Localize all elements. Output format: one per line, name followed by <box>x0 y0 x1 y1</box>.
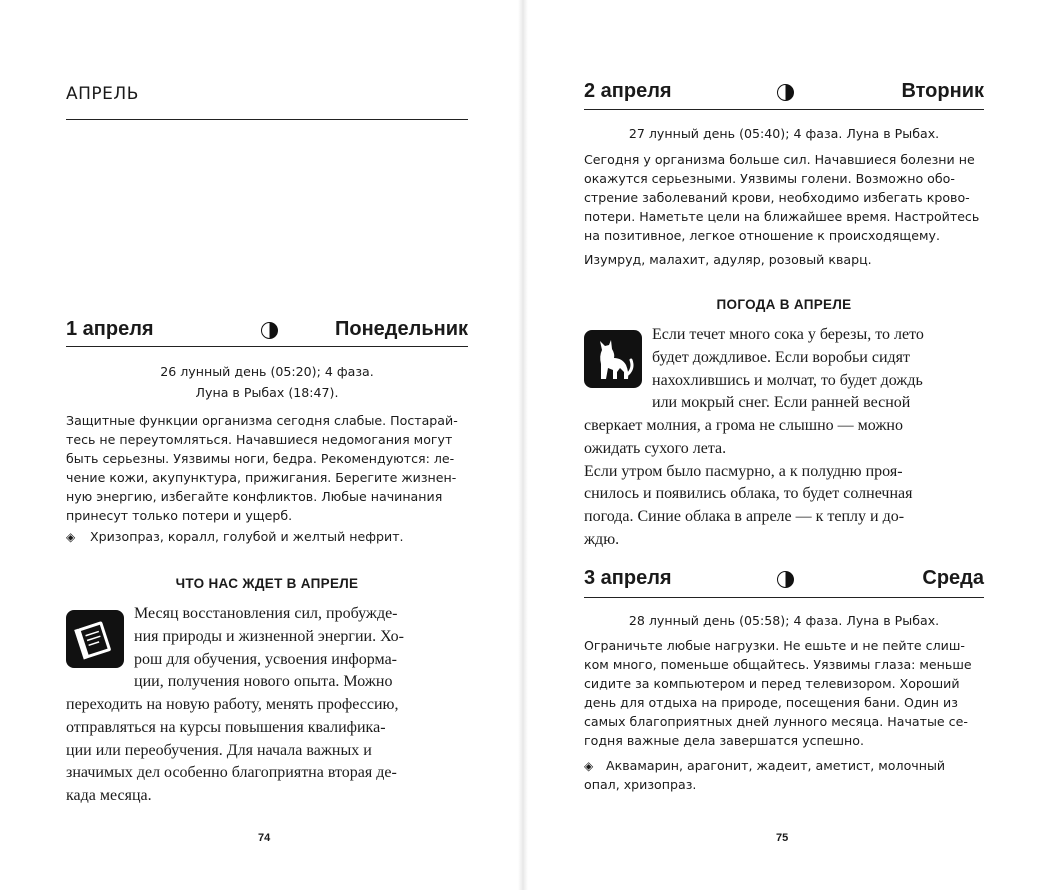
section-text-indented <box>134 603 472 694</box>
text-line: на позитивное, легкое отношение к происходящему. <box>584 228 940 243</box>
text-line: ожидать сухого лета. <box>584 439 727 457</box>
text-line: годня важные дела завершатся успешно. <box>584 733 864 748</box>
day-rule <box>584 109 984 110</box>
right-page <box>522 0 1044 890</box>
text-line: день для отдыха на природе, посещения бани. Один из <box>584 695 958 710</box>
text-line: Если утром было пасмурно, а к полудню проя- <box>584 462 903 480</box>
text-line: нахохлившись и молчат, то будет дождь <box>652 371 923 389</box>
text-line: Ограничьте любые нагрузки. Не ешьте и не пейте слиш- <box>584 638 965 653</box>
text-line: погода. Синие облака в апреле — к теплу и до- <box>584 508 905 526</box>
lunar-info: 27 лунный день (05:40); 4 фаза. Луна в Рыбах. <box>628 126 940 141</box>
gem-bullet-icon: ◈ <box>584 759 594 773</box>
header-rule <box>66 119 468 120</box>
day-weekday: Понедельник <box>335 318 468 340</box>
day-description <box>66 411 470 525</box>
day-header-april-2 <box>584 80 984 108</box>
page-number: 75 <box>776 832 789 844</box>
day-header-april-3 <box>584 567 984 595</box>
text-line: сидите за компьютером и перед телевизором. Хороший <box>584 676 960 691</box>
text-line: отправляться на курсы повышения квалифика- <box>66 718 386 736</box>
text-line: будет дождливое. Если воробьи сидят <box>652 348 911 366</box>
text-line: значимых дел особенно благоприятна вторая де- <box>66 764 397 782</box>
day-rule <box>66 346 468 347</box>
text-line: ную энергию, избегайте конфликтов. Любые начинания <box>66 489 443 504</box>
text-line: опал, хризопраз. <box>584 777 697 792</box>
text-line: ждю. <box>584 530 620 548</box>
text-line: снилось и появились облака, то будет солнечная <box>584 485 913 503</box>
section-text <box>66 694 472 808</box>
lunar-info: Луна в Рыбах (18:47). <box>195 385 339 400</box>
lunar-info: 26 лунный день (05:20); 4 фаза. <box>160 364 374 379</box>
notebook-icon <box>66 610 124 668</box>
running-head: АПРЕЛЬ <box>66 84 139 104</box>
text-line: тесь не переутомляться. Начавшиеся недомогания могут <box>66 432 453 447</box>
text-line: када месяца. <box>66 787 152 805</box>
text-line: чение кожи, акупунктура, прижигания. Берегите жизнен- <box>66 470 457 485</box>
day-weekday: Вторник <box>901 80 984 102</box>
text-line: быть серьезны. Уязвимы ноги, бедра. Рекомендуются: ле- <box>66 451 455 466</box>
text-line: рош для обучения, усвоения информа- <box>134 650 397 668</box>
gemstones <box>584 756 986 794</box>
text-line: Сегодня у организма больше сил. Начавшиеся болезни не <box>584 152 975 167</box>
day-date: 1 апреля <box>66 318 154 340</box>
lunar-info: 28 лунный день (05:58); 4 фаза. Луна в Рыбах. <box>628 613 940 628</box>
section-text-indented <box>652 324 988 415</box>
text-line: Если течет много сока у березы, то лето <box>652 326 924 343</box>
day-description <box>584 636 988 750</box>
section-text <box>584 415 988 552</box>
text-line: сверкает молния, а грома не слышно — можно <box>584 417 903 434</box>
text-line: потери. Наметьте цели на ближайшее время. Настройтесь <box>584 209 980 224</box>
text-line: Защитные функции организма сегодня слабые. Постарай- <box>66 413 458 428</box>
section-title: ЧТО НАС ЖДЕТ В АПРЕЛЕ <box>175 576 359 591</box>
text-line: Аквамарин, арагонит, жадеит, аметист, молочный <box>606 758 946 773</box>
moon-phase-icon <box>777 84 794 101</box>
cat-icon <box>584 330 642 388</box>
day-rule <box>584 597 984 598</box>
text-line: ния природы и жизненной энергии. Хо- <box>134 627 404 645</box>
gem-bullet-icon: ◈ <box>66 530 76 544</box>
page-number: 74 <box>258 832 271 844</box>
text-line: принесут только потери и ущерб. <box>66 508 293 523</box>
text-line: Месяц восстановления сил, пробужде- <box>134 605 398 622</box>
day-description <box>584 150 988 245</box>
text-line: стрение заболеваний крови, необходимо избегать крово- <box>584 190 970 205</box>
text-line: ции, получения нового опыта. Можно <box>134 673 393 691</box>
moon-phase-icon <box>777 571 794 588</box>
gemstones: Изумруд, малахит, адуляр, розовый кварц. <box>584 252 872 267</box>
text-line: переходить на новую работу, менять профессию, <box>66 696 399 713</box>
day-header-april-1 <box>66 318 468 346</box>
day-date: 2 апреля <box>584 80 672 102</box>
section-title: ПОГОДА В АПРЕЛЕ <box>716 297 852 312</box>
text-line: или мокрый снег. Если ранней весной <box>652 394 911 412</box>
gemstones: Хризопраз, коралл, голубой и желтый нефрит. <box>90 529 404 544</box>
day-date: 3 апреля <box>584 567 672 589</box>
day-weekday: Среда <box>922 567 984 589</box>
text-line: самых благоприятных дней лунного месяца. Начатые се- <box>584 714 968 729</box>
text-line: окажутся серьезными. Уязвимы голени. Возможно обо- <box>584 171 955 186</box>
moon-phase-icon <box>261 322 278 339</box>
text-line: ком много, поменьше общайтесь. Уязвимы глаза: меньше <box>584 657 972 672</box>
text-line: ции или переобучения. Для начала важных и <box>66 741 372 759</box>
